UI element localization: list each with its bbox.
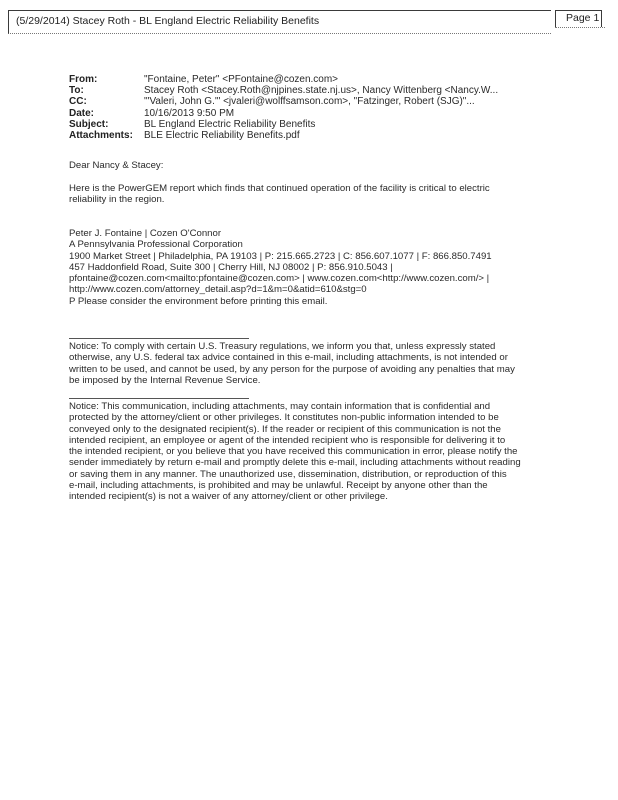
notice-divider — [69, 338, 249, 339]
greeting — [69, 160, 163, 171]
tax-notice — [69, 341, 515, 386]
notice-line: otherwise, any U.S. federal tax advice contained in this e-mail, including attachments, is not intended or — [69, 352, 508, 364]
signature-line: Peter J. Fontaine | Cozen O'Connor — [69, 228, 222, 239]
signature-line: P Please consider the environment before printing this email. — [69, 295, 328, 307]
notice-line: conveyed only to the designated recipient(s). If the reader or recipient of this communication is not the — [69, 423, 501, 435]
date-label: Date: — [69, 107, 95, 119]
notice-line: sender immediately by return e-mail and promptly delete this e-mail, including attachments without reading — [69, 457, 521, 469]
signature-line: pfontaine@cozen.com<mailto:pfontaine@cozen.com> | www.cozen.com<http://www.cozen.com/> | — [69, 273, 490, 285]
notice-line: Notice: To comply with certain U.S. Treasury regulations, we inform you that, unless expressly stated — [69, 341, 496, 352]
date-value: 10/16/2013 9:50 PM — [144, 107, 235, 119]
body-paragraph — [69, 183, 490, 206]
page-number-label: Page 1 — [555, 10, 602, 27]
document-header-title: (5/29/2014) Stacey Roth - BL England Electric Reliability Benefits — [8, 10, 551, 34]
notice-line: or saving them in any manner. The unauthorized use, dissemination, distribution, or reproduction of this — [69, 468, 507, 480]
notice-line: e-mail, including attachments, is prohibited and may be unlawful. Receipt by anyone other than the — [69, 480, 488, 492]
confidentiality-notice — [69, 401, 521, 503]
notice-line: Notice: This communication, including attachments, may contain information that is confidential and — [69, 401, 491, 412]
body-line: Here is the PowerGEM report which finds that continued operation of the facility is critical to electric — [69, 183, 490, 194]
subject-value: BL England Electric Reliability Benefits — [144, 118, 316, 130]
to-value: Stacey Roth <Stacey.Roth@njpines.state.nj.us>, Nancy Wittenberg <Nancy.W... — [144, 85, 499, 97]
signature-line: 1900 Market Street | Philadelphia, PA 19103 | P: 215.665.2723 | C: 856.607.1077 | F: 866.850.7491 — [69, 250, 492, 262]
header-underline — [555, 27, 605, 28]
notice-line: intended recipient(s) is not a waiver of any attorney/client or other privilege. — [69, 491, 388, 503]
attachments-value: BLE Electric Reliability Benefits.pdf — [144, 129, 300, 141]
to-label: To: — [69, 85, 84, 97]
attachments-label: Attachments: — [69, 129, 133, 141]
notice-line: be imposed by the Internal Revenue Service. — [69, 374, 261, 386]
cc-value: "'Valeri, John G.'" <jvaleri@wolffsamson.com>, "Fatzinger, Robert (SJG)"... — [144, 96, 475, 108]
notice-line: protected by the attorney/client or other privileges. It constitutes non-public information intended to be — [69, 412, 499, 424]
notice-line: intended recipient, an employee or agent of the intended recipient who is responsible for delivering it to — [69, 434, 506, 446]
signature-line: 457 Haddonfield Road, Suite 300 | Cherry Hill, NJ 08002 | P: 856.910.5043 | — [69, 261, 393, 273]
from-value: "Fontaine, Peter" <PFontaine@cozen.com> — [144, 74, 339, 85]
greeting-line: Dear Nancy & Stacey: — [69, 160, 164, 171]
signature-line: http://www.cozen.com/attorney_detail.asp?d=1&m=0&atid=610&stg=0 — [69, 284, 367, 296]
cc-label: CC: — [69, 96, 87, 108]
signature-block — [69, 228, 492, 307]
subject-label: Subject: — [69, 118, 109, 130]
signature-line: A Pennsylvania Professional Corporation — [69, 239, 243, 251]
from-label: From: — [69, 74, 98, 85]
notice-line: the intended recipient, or you believe that you have received this communication in error, please notify the — [69, 446, 518, 458]
notice-divider — [69, 398, 249, 399]
notice-line: written to be used, and cannot be used, by any person for the purpose of avoiding any penalties that may — [69, 363, 515, 375]
body-line: reliability in the region. — [69, 194, 165, 206]
